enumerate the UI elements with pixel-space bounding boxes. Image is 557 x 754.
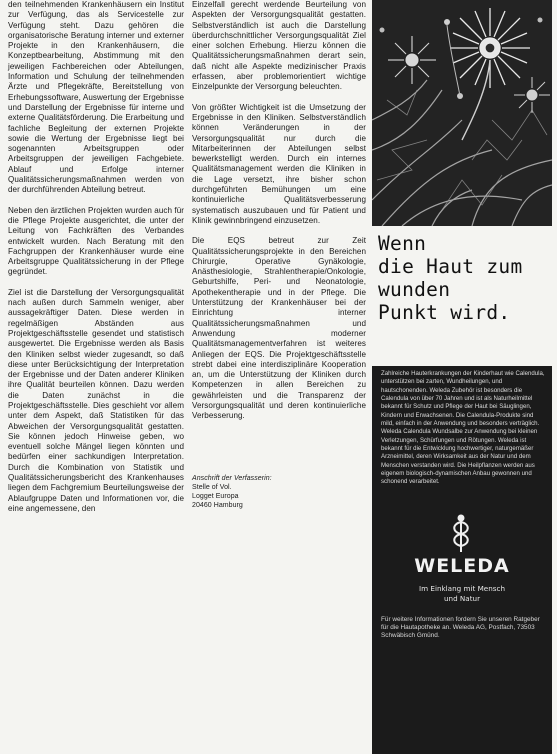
article-paragraph: Ziel ist die Darstellung der Versorgungsqualität nach außen durch Sammeln weniger, aber aussagekräftiger Daten. Diese werden in regelmäßigen Abständen aus Projektgeschäftsstelle gesendet und statistisch ausgewertet. Die Ergebnisse werden als Basis den Kliniken selbst wieder zugesandt, so daß diese unter Berücksichtigung der Interpretation der Ergebnisse und der Daten anderer Kliniken ihre Qualität beurteilen können. Dazu werden die Daten zunächst in die Projektgeschäftsstelle. Dies geschieht vor allem unter dem Aspekt, daß Statistiken für das Abweichen der Versorgungsqualität gestatten. Sie können jedoch Hinweise geben, wo eventuell solche Mängel liegen könnten und bedürfen einer sachkundigen Interpretation. Durch die Kombination von Statistik und Qualitätssicherungsbericht des Krankenhauses liegen dem Fachgremium Beurteilungsweise der Ablaufgruppe Daten und Informationen vor, die eine angemessene, den [8, 287, 184, 513]
article-column-1 [8, 0, 184, 524]
author-address [192, 474, 366, 510]
calendula-flower-icon [372, 0, 552, 226]
weleda-staff-logo-icon [444, 514, 478, 554]
ad-headline-line: Wenn [378, 232, 427, 255]
ad-text-box [372, 366, 552, 754]
author-address-line: Stelle of Vol. [192, 483, 232, 491]
ad-slogan-line: und Natur [443, 594, 481, 603]
author-address-line: Logget Europa [192, 492, 239, 500]
article-paragraph: Einzelfall gerecht werdende Beurteilung von Aspekten der Versorgungsqualität gestatten. Selbstverständlich ist auch die Darstellung überdurchschnittlicher Versorgungsqualität Ziel einer solchen Erhebung. Hierzu können die Qualitätssicherungsmaßnahmen derart sein, daß nicht alle Aspekte medizinischer Praxis erfassen, aber problemorientiert wichtige Einzelpunkte der Versorgung beleuchten. [192, 0, 366, 92]
ad-slogan-line: Im Einklang mit Mensch [419, 584, 505, 593]
calendula-flower-illustration [372, 0, 552, 226]
weleda-brand-name: WELEDA [414, 555, 510, 577]
article-paragraph: Die EQS betreut zur Zeit Qualitätssicherungsprojekte in den Bereichen Chirurgie, Operative Gynäkologie, Anästhesiologie, Strahlentherapie/Onkologie, Geburtshilfe, Peri- und Neonatologie, Apothekentherapie und in der Pflege. Die Unterstützung der Krankenhäuser bei der Einrichtung interner Qualitätssicherungsmaßnahmen und Anwendung moderner Qualitätsmanagementverfahren ist weiteres Anliegen der EQS. Die Projektgeschäftsstelle strebt dabei eine interdisziplinäre Kooperation an, um die Unterstützung der Kliniken durch Kompetenzen in allen Bereichen zu gewährleisten und die Transparenz der Versorgungsqualität und deren kontinuierliche Verbesserung. [192, 236, 366, 421]
weleda-advertisement [372, 0, 552, 754]
author-address-line: 20460 Hamburg [192, 501, 243, 509]
ad-headline-line: wunden [378, 278, 451, 301]
ad-slogan [372, 584, 552, 604]
article-paragraph: Neben den ärztlichen Projekten wurden auch für die Pflege Projekte ausgerichtet, die unter der Leitung von Fachkräften des Verbandes entwickelt wurden. Nach Beratung mit den Fachgruppen der Krankenhäuser wurde eine Arbeitsgruppe Qualitätssicherung in der Pflege gegründet. [8, 205, 184, 277]
article-paragraph: den teilnehmenden Krankenhäusern ein Institut zur Verfügung, das als Servicestelle zur Verfügung steht. Dazu gehören die organisatorische Beratung interner und externer Projekte in den Krankenhäusern, die Konzeptbearbeitung, Abstimmung mit den jeweiligen Fachbereichen oder Abteilungen, Information und Schulung der teilnehmenden Ärzte und Pflegekräfte, Bereitstellung von Erhebungssoftware, Auswertung der Ergebnisse und Darstellung der Ergebnisse für interne und externe Qualitätsförderung. Die Erarbeitung und fachliche Begleitung der externen Projekte sowie die Wertung der Ergebnisse liegt bei sogenannten Arbeitsgruppen oder Arbeitsgruppen der jeweiligen Fachgebiete. Ablauf und Erfolge interner Qualitätssicherungsmaßnahmen werden von der durchführenden Abteilung betreut. [8, 0, 184, 195]
ad-headline [378, 232, 550, 324]
ad-headline-line: Punkt wird. [378, 301, 511, 324]
ad-headline-line: die Haut zum [378, 255, 523, 278]
article-paragraph: Von größter Wichtigkeit ist die Umsetzung der Ergebnisse in den Kliniken. Selbstverständlich können Veränderungen in der Versorgungsqualität nur durch die Mitarbeiterinnen der Abteilungen selbst bewerkstelligt werden. Durch ein internes Qualitätsmanagement werden die Kliniken in die Lage versetzt, ihre bisher schon durchgeführten Bemühungen um eine kontinuierliche Qualitätsverbesserung systematisch auszubauen und für Patient und Klinik gewinnbringend einzusetzen. [192, 102, 366, 225]
ad-footer-text: Für weitere Informationen fordern Sie unseren Ratgeber für die Hautapotheke an. Weleda AG, Postfach, 73503 Schwäbisch Gmünd. [381, 616, 540, 640]
article-column-2 [192, 0, 366, 510]
ad-body-text: Zahlreiche Hauterkrankungen der Kinderhaut wie Calendula, unterstützen bei zarten, Wundheilungen, und hautschonenden. Weleda Zubehör ist besonders die Calendula von über 70 Jahren und ist als Naturheilmittel bekannt für Schutz und Pflege der Haut bei Säuglingen, Kindern und Erwachsenen. Die Calendula-Produkte sind mild, einfach in der Anwendung und besonders verträglich. Weleda Calendula Wundsalbe zur Anwendung bei kleinen Verletzungen, Schürfungen und Rötungen. Weleda ist bekannt für die Entwicklung hochwertiger, naturgemäßer Arzneimittel, deren Wirksamkeit aus der Natur und dem Menschen verstanden wird. Die Heilpflanzen werden aus eigenem biologisch-dynamischen Anbau gewonnen und schonend verarbeitet. [381, 370, 545, 486]
author-address-label: Anschrift der Verfasserin: [192, 474, 272, 482]
